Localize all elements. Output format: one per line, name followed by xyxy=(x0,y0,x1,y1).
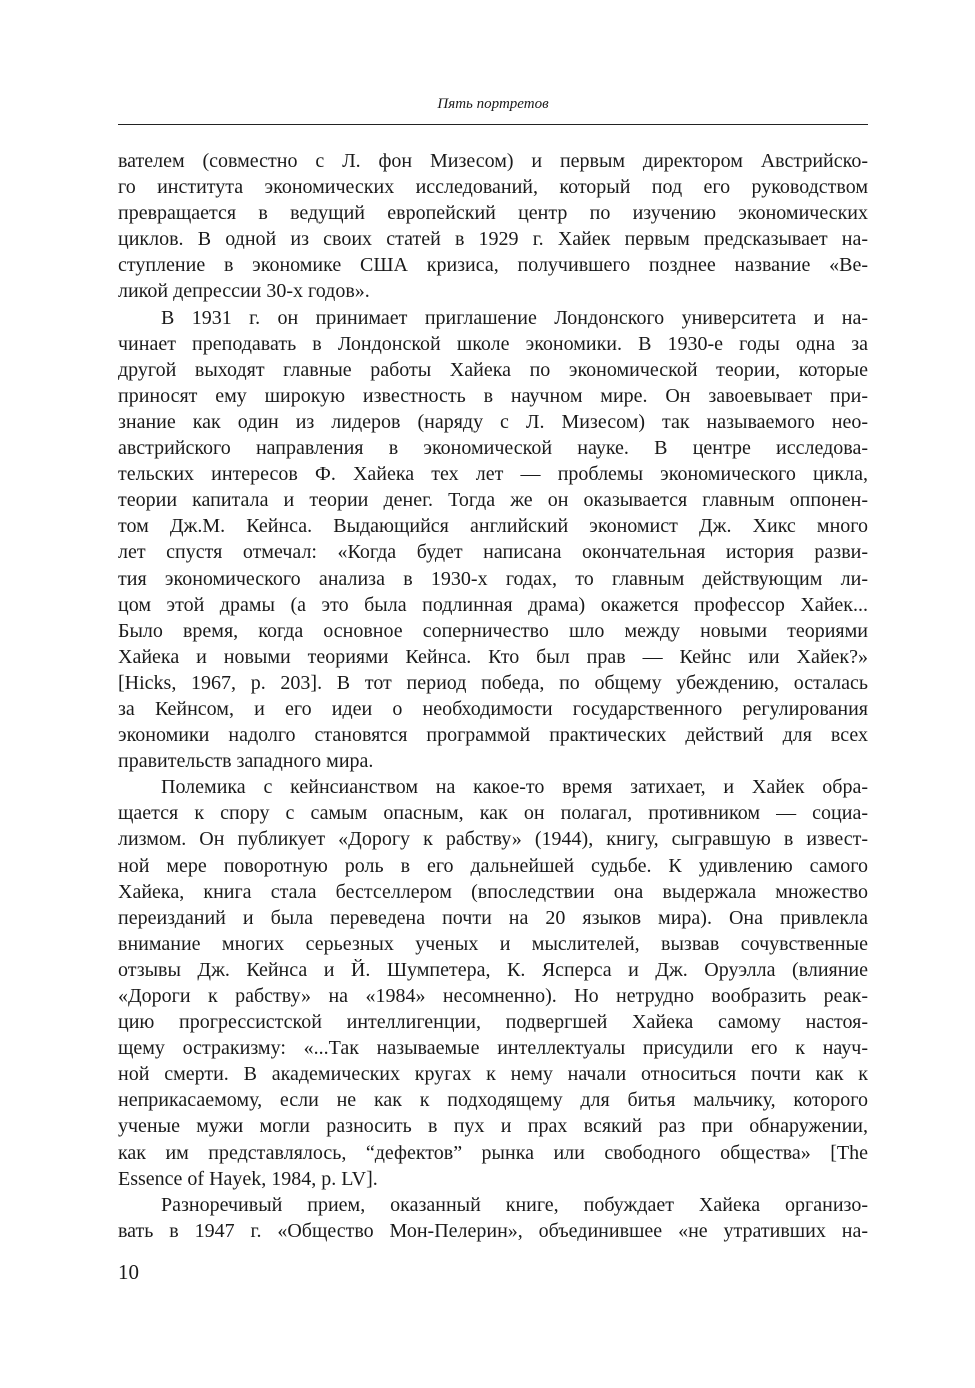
paragraph xyxy=(118,148,868,305)
text-line: ной мере поворотную роль в его дальнейшей судьбе. К удивлению самого xyxy=(118,854,868,877)
text-line: другой выходят главные работы Хайека по экономической теории, которые xyxy=(118,358,868,381)
text-line: лет спустя отмечал: «Когда будет написана окончательная история разви- xyxy=(118,541,868,564)
page-number: 10 xyxy=(118,1260,139,1284)
text-line: Хайека, книга стала бестселлером (впоследствии она выдержала множество xyxy=(118,880,868,903)
text-line: го института экономических исследований, который под его руководством xyxy=(118,176,868,199)
text-line: неприкасаемому, если не как к подходящему для битья мальчику, которого xyxy=(118,1089,868,1112)
text-line: щается к спору с самым опасным, как он полагал, противником — социа- xyxy=(118,802,868,825)
text-line: том Дж.М. Кейнса. Выдающийся английский экономист Дж. Хикс много xyxy=(118,515,868,538)
text-line: щему остракизму: «...Так называемые интеллектуалы присудили его к науч- xyxy=(118,1037,868,1060)
text-line: Хайека и новыми теориями Кейнса. Кто был прав — Кейнс или Хайек?» xyxy=(118,645,868,668)
paragraph xyxy=(118,1192,868,1244)
paragraph xyxy=(118,305,868,775)
text-line: правительств западного мира. xyxy=(118,750,374,773)
header-rule xyxy=(118,124,868,125)
text-line: вателем (совместно с Л. фон Мизесом) и первым директором Австрийско- xyxy=(118,150,868,172)
body-text xyxy=(118,148,868,1244)
text-line: Полемика с кейнсианством на какое-то время затихает, и Хайек обра- xyxy=(161,776,868,799)
text-line: знание как один из лидеров (наряду с Л. Мизесом) так называемого нео- xyxy=(118,410,868,433)
text-line: приносят ему широкую известность в научном мире. Он завоевывает при- xyxy=(118,384,868,407)
text-line: вать в 1947 г. «Общество Мон-Пелерин», объединившее «не утративших на- xyxy=(118,1219,868,1242)
text-line: ной смерти. В академических кругах к нему начали относиться почти как к xyxy=(118,1063,868,1086)
text-line: тия экономического анализа в 1930-х годах, то главным действующим ли- xyxy=(118,567,868,590)
text-line: лизмом. Он публикует «Дорогу к рабству» (1944), книгу, сыгравшую в извест- xyxy=(118,828,868,851)
text-line: «Дороги к рабству» на «1984» несомненно). Но нетрудно вообразить реак- xyxy=(118,985,868,1007)
text-line: Essence of Hayek, 1984, p. LV]. xyxy=(118,1167,378,1190)
text-line: цию прогрессистской интеллигенции, подвергшей Хайека самому настоя- xyxy=(118,1011,868,1034)
text-line: ступление в экономике США кризиса, получившего позднее название «Ве- xyxy=(118,254,868,277)
text-line: теории капитала и теории денег. Тогда же он оказывается главным оппонен- xyxy=(118,489,868,512)
text-line: цом этой драмы (а это была подлинная драма) окажется профессор Хайек... xyxy=(118,593,868,616)
text-line: австрийского направления в экономической науке. В центре исследова- xyxy=(118,437,868,460)
text-line: отзывы Дж. Кейнса и Й. Шумпетера, К. Ясперса и Дж. Оруэлла (влияние xyxy=(118,958,868,981)
paragraph xyxy=(118,774,868,1192)
running-head: Пять портретов xyxy=(437,96,549,112)
text-line: Было время, когда основное соперничество шло между новыми теориями xyxy=(118,619,868,642)
text-line: ученые мужи могли разносить в пух и прах всякий раз при обнаружении, xyxy=(118,1115,868,1138)
text-line: экономики надолго становятся программой практических действий для всех xyxy=(118,724,868,747)
text-line: чинает преподавать в Лондонской школе экономики. В 1930-е годы одна за xyxy=(118,332,868,355)
text-line: циклов. В одной из своих статей в 1929 г. Хайек первым предсказывает на- xyxy=(118,228,868,251)
text-line: за Кейнсом, и его идеи о необходимости государственного регулирования xyxy=(118,697,868,720)
text-line: переизданий и была переведена почти на 20 языков мира). Она привлекла xyxy=(118,906,868,929)
text-line: превращается в ведущий европейский центр по изучению экономических xyxy=(118,202,868,225)
text-line: ликой депрессии 30-х годов». xyxy=(118,280,370,303)
text-line: тельских интересов Ф. Хайека тех лет — проблемы экономического цикла, xyxy=(118,463,868,486)
text-line: [Hicks, 1967, p. 203]. В тот период победа, по общему убеждению, осталась xyxy=(118,671,868,694)
text-line: В 1931 г. он принимает приглашение Лондонского университета и на- xyxy=(161,306,868,329)
text-line: Разноречивый прием, оказанный книге, побуждает Хайека организо- xyxy=(161,1193,868,1216)
text-line: внимание многих серьезных ученых и мыслителей, вызвав сочувственные xyxy=(118,932,868,955)
text-line: как им представлялось, “дефектов” рынка или свободного общества» [The xyxy=(118,1141,868,1164)
